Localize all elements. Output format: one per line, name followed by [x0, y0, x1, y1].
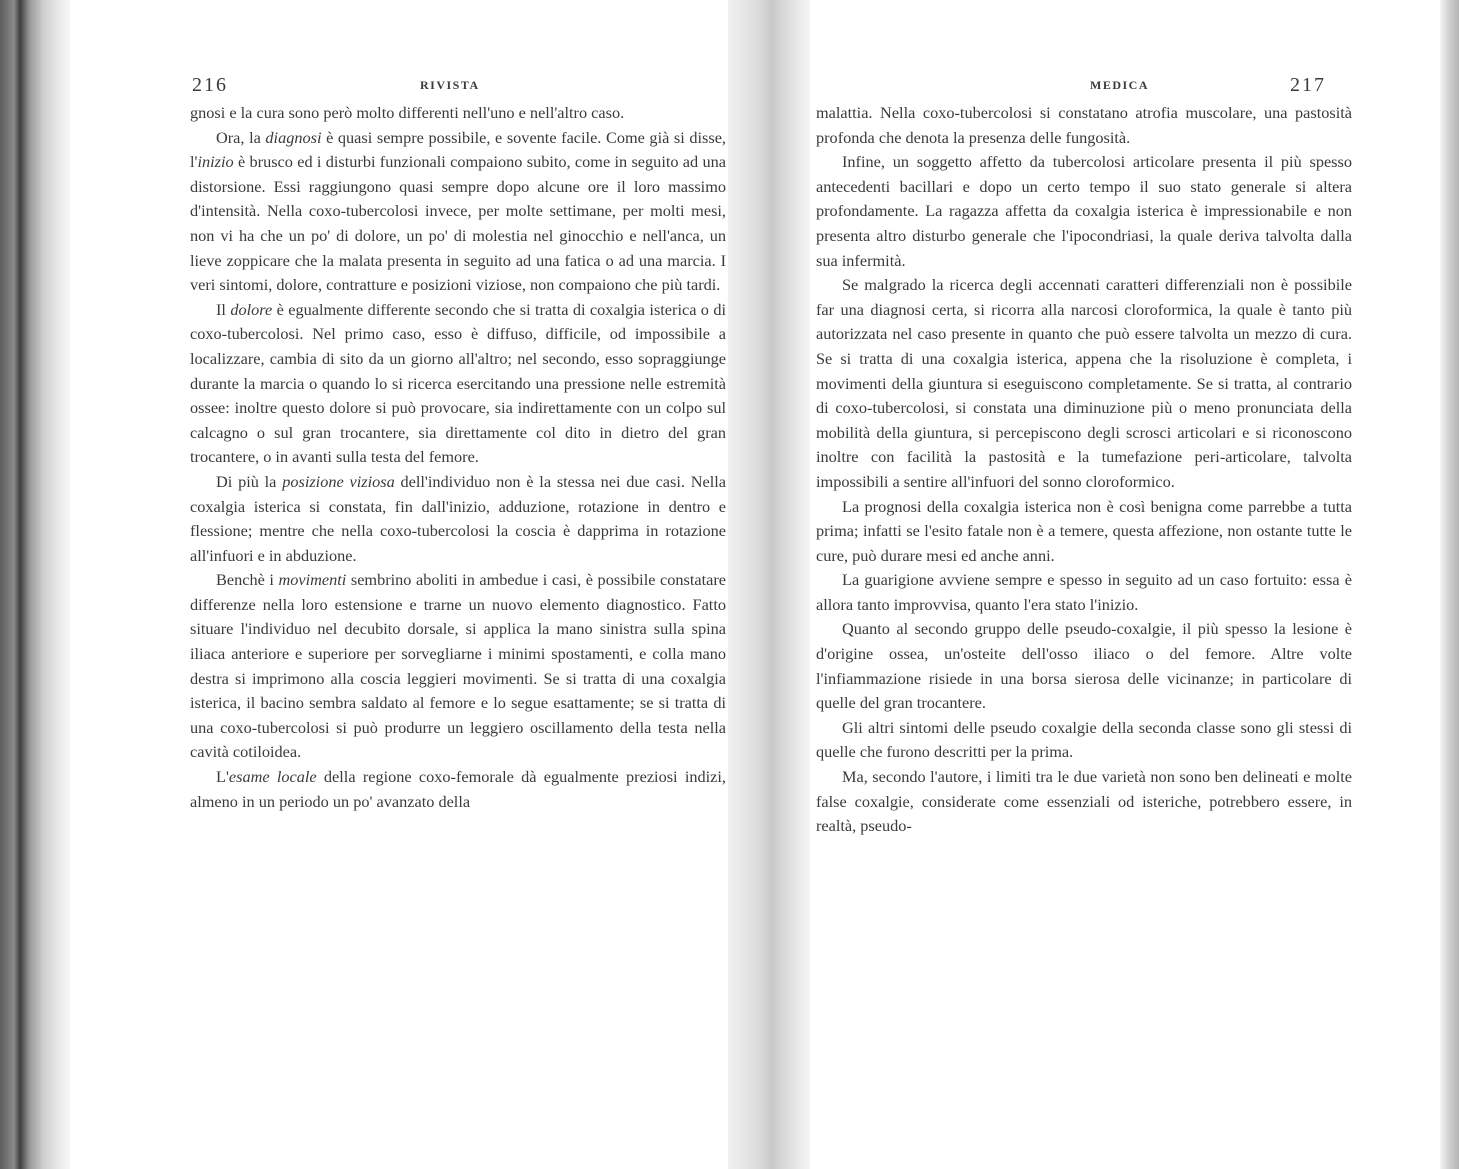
paragraph: [816, 495, 1352, 569]
text-run: Benchè i: [216, 570, 279, 590]
left-page-number: 216: [192, 74, 228, 96]
paragraph: [816, 716, 1352, 765]
paragraph: [816, 568, 1352, 617]
italic-term: posizione viziosa: [282, 471, 395, 491]
text-run: gnosi e la cura sono però molto differenti nell'uno e nell'altro caso.: [190, 103, 625, 122]
italic-term: diagnosi: [265, 127, 322, 147]
paragraph: [816, 273, 1352, 494]
paragraph: [190, 298, 726, 470]
paragraph: [816, 765, 1352, 839]
text-run: malattia. Nella coxo-tubercolosi si constatano atrofia muscolare, una pastosità profonda che denota la presenza delle fungosità.: [816, 103, 1352, 147]
text-run: è brusco ed i disturbi funzionali compaiono subito, come in seguito ad una distorsione. Essi raggiungono quasi sempre dopo alcune ore il loro massimo d'intensità. Nella coxo-tubercolosi invece, per molte settimane, per molti mesi, non vi ha che un po' di dolore, un po' di molestia nel ginocchio e nell'anca, un lieve zoppicare che la malata presenta in seguito ad una fatica o ad una marcia. I veri sintomi, dolore, contratture e posizioni viziose, non compaiono che più tardi.: [190, 152, 726, 295]
page-edge-shadow: [1440, 0, 1459, 1169]
right-body-text: [816, 101, 1352, 839]
text-run: La prognosi della coxalgia isterica non è così benigna come parrebbe a tutta prima; infatti se l'esito fatale non è a temere, questa affezione, non ostante tutte le cure, può durare mesi ed anche anni.: [816, 496, 1352, 565]
paragraph: [190, 470, 726, 568]
text-run: Di più la: [216, 471, 283, 491]
paragraph: [816, 617, 1352, 715]
right-running-title: MEDICA: [1090, 78, 1149, 92]
text-run: Se malgrado la ricerca degli accennati caratteri differenziali non è possibile far una diagnosi certa, si ricorra alla narcosi cloroformica, la quale è tanto più autorizzata nel caso presente in quanto che può essere talvolta un mezzo di cura. Se si tratta di una coxalgia isterica, appena che la risoluzione è completa, i movimenti della giuntura si eseguiscono completamente. Se si tratta, al contrario di coxo-tubercolosi, si constata una diminuzione più o meno pronunciata della mobilità della giuntura, si percepiscono degli scrosci articolari e si riconoscono inoltre con facilità la pastosità e la tumefazione peri-articolare, talvolta impossibili a sentire all'infuori del sonno cloroformico.: [816, 275, 1352, 491]
text-run: Quanto al secondo gruppo delle pseudo-coxalgie, il più spesso la lesione è d'origine ossea, un'osteite dell'osso iliaco o del femore. Altre volte l'infiammazione risiede in una borsa sierosa delle vicinanze; in particolare di quelle del gran trocantere.: [816, 619, 1352, 713]
text-run: Infine, un soggetto affetto da tubercolosi articolare presenta il più spesso antecedenti bacillari e dopo un certo tempo il suo stato generale si altera profondamente. La ragazza affetta da coxalgia isterica è impressionabile e non presenta altro disturbo generale che l'ipocondriasi, la quale deriva talvolta dalla sua infermità.: [816, 152, 1352, 270]
paragraph: [190, 568, 726, 765]
text-run: Gli altri sintomi delle pseudo coxalgie della seconda classe sono gli stessi di quelle che furono descritti per la prima.: [816, 717, 1352, 762]
text-run: Il: [216, 299, 231, 319]
book-gutter-shadow: [728, 0, 810, 1169]
left-running-title: RIVISTA: [420, 78, 480, 92]
paragraph: [816, 101, 1352, 150]
right-page-number: 217: [1290, 74, 1326, 96]
text-run: Ora, la: [216, 127, 266, 147]
left-running-head: [192, 74, 732, 98]
italic-term: inizio: [197, 152, 234, 172]
paragraph: [816, 150, 1352, 273]
text-run: è egualmente differente secondo che si tratta di coxalgia isterica o di coxo-tubercolosi. Nel primo caso, esso è diffuso, difficile, od impossibile a localizzare, cambia di sito da un giorno all'altro; nel secondo, esso sopraggiunge durante la marcia o quando lo si ricerca esercitando una pressione nelle estremità ossee: inoltre questo dolore si può provocare, sia indirettamente con un colpo sul calcagno o sul gran trocantere, sia direttamente col dito in dietro del gran trocantere, o in avanti sulla testa del femore.: [190, 299, 727, 467]
italic-term: movimenti: [278, 570, 347, 590]
text-run: L': [216, 767, 229, 787]
text-run: sembrino aboliti in ambedue i casi, è possibile constatare differenze nella loro estensione e trarne un nuovo elemento diagnostico. Fatto situare l'individuo nel decubito dorsale, si applica la mano sinistra sulla spina iliaca anteriore e superiore per sorvegliarne i minimi spostamenti, e colla mano destra si imprimono alla coscia leggieri movimenti. Se si tratta di una coxalgia isterica, il bacino sembra saldato al femore e lo segue esattamente; se si tratta di una coxo-tubercolosi si può produrre un leggiero oscillamento della testa nella cavità cotiloidea.: [190, 570, 726, 762]
paragraph: [190, 101, 726, 126]
book-binding-shadow: [0, 0, 70, 1169]
text-run: La guarigione avviene sempre e spesso in seguito ad un caso fortuito: essa è allora tanto improvvisa, quanto l'era stato l'inizio.: [816, 570, 1352, 614]
text-run: è quasi sempre possibile, e sovente facile. Come già si disse, l': [190, 127, 726, 172]
left-body-text: [190, 101, 726, 814]
italic-term: dolore: [230, 299, 273, 319]
text-run: della regione coxo-femorale dà egualmente preziosi indizi, almeno in un periodo un po' avanzato della: [190, 767, 727, 811]
right-running-head: [820, 74, 1360, 98]
left-page: [70, 0, 730, 1169]
paragraph: [190, 126, 726, 298]
paragraph: [190, 765, 726, 814]
text-run: Ma, secondo l'autore, i limiti tra le due varietà non sono ben delineati e molte false coxalgie, considerate come essenziali od isteriche, potrebbero essere, in realtà, pseudo-: [816, 767, 1352, 836]
text-run: dell'individuo non è la stessa nei due casi. Nella coxalgia isterica si constata, fin dall'inizio, adduzione, rotazione in dentro e flessione; mentre che nella coxo-tubercolosi la coscia è dapprima in rotazione all'infuori e in abduzione.: [190, 471, 726, 565]
italic-term: esame locale: [228, 767, 317, 787]
right-page: [810, 0, 1440, 1169]
